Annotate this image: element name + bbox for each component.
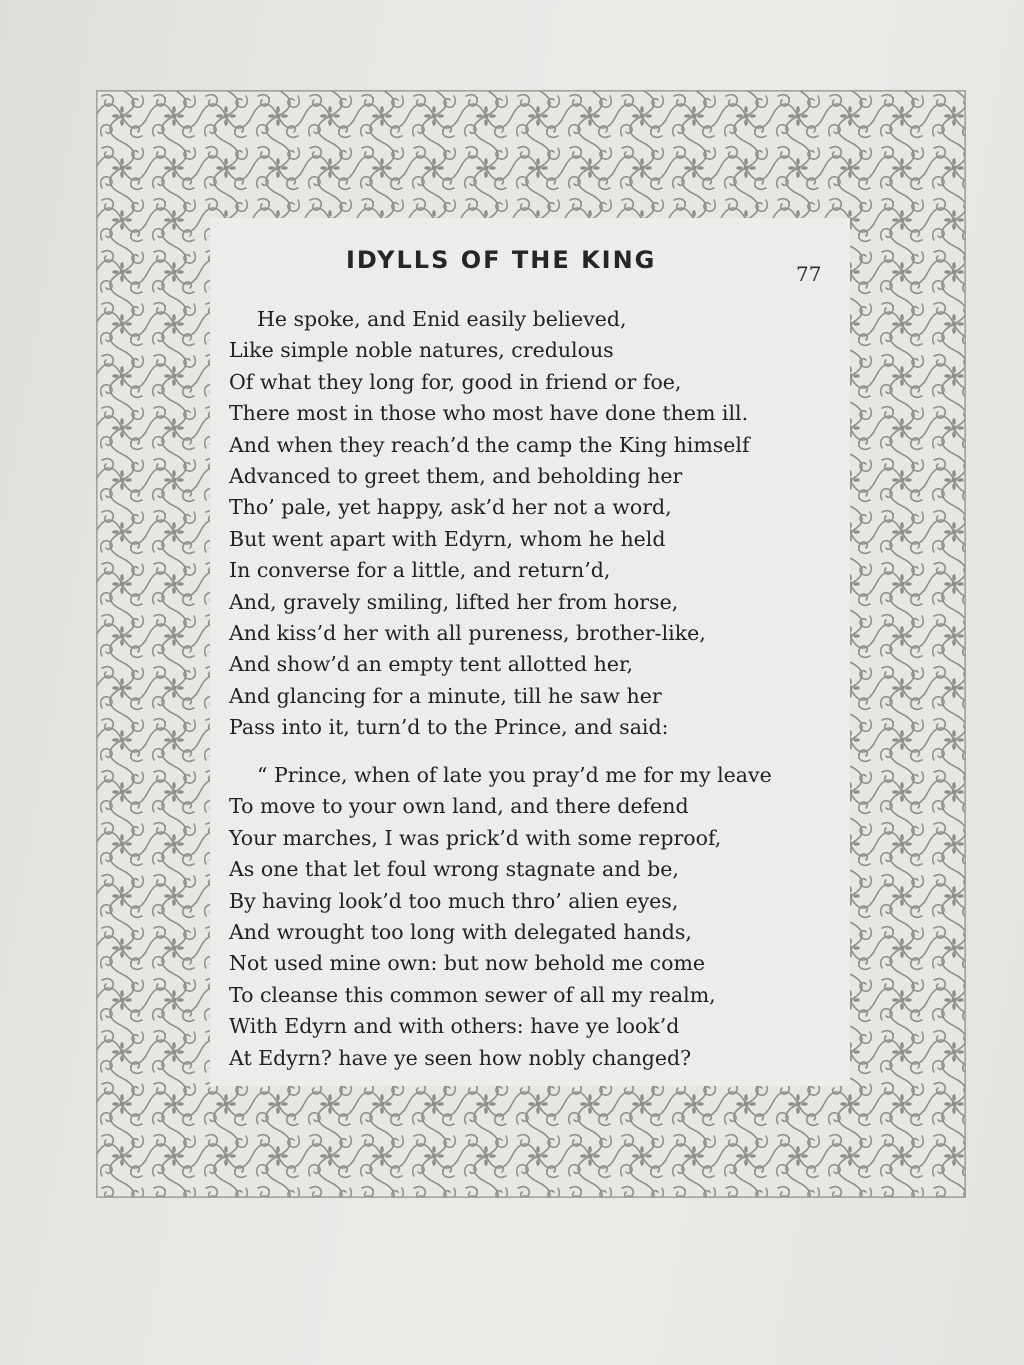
verse-line: And, gravely smiling, lifted her from horse, (229, 589, 679, 614)
verse-line: Pass into it, turn’d to the Prince, and said: (229, 715, 669, 740)
stanza (229, 760, 829, 1074)
verse-line: And kiss’d her with all pureness, brother-like, (229, 620, 706, 645)
verse-line: To cleanse this common sewer of all my realm, (229, 982, 716, 1007)
running-title: IDYLLS OF THE KING (346, 246, 657, 274)
page-number: 77 (796, 262, 822, 286)
verse-line: He spoke, and Enid easily believed, (257, 307, 627, 331)
verse-line: There most in those who most have done them ill. (229, 401, 749, 426)
verse-line: At Edyrn? have ye seen how nobly changed? (229, 1045, 692, 1070)
verse-line: But went apart with Edyrn, whom he held (229, 526, 666, 551)
verse-line: By having look’d too much thro’ alien eyes, (229, 888, 679, 913)
verse-line: Like simple noble natures, credulous (229, 338, 614, 363)
verse-line: Not used mine own: but now behold me come (229, 951, 706, 976)
verse-line: Your marches, I was prick’d with some reproof, (229, 825, 722, 850)
verse-line: Of what they long for, good in friend or foe, (229, 369, 682, 394)
verse-line: In converse for a little, and return’d, (229, 558, 611, 583)
stanza (229, 304, 829, 743)
verse-line: And when they reach’d the camp the King himself (229, 432, 750, 457)
verse-line: And show’d an empty tent allotted her, (229, 652, 634, 677)
verse-line: And glancing for a minute, till he saw her (229, 683, 662, 708)
verse-line: Tho’ pale, yet happy, ask’d her not a word, (229, 495, 672, 520)
verse-line: With Edyrn and with others: have ye look’d (229, 1014, 680, 1039)
verse-line: As one that let foul wrong stagnate and be, (229, 857, 679, 882)
verse-line: To move to your own land, and there defend (229, 794, 689, 819)
verse-line: “ Prince, when of late you pray’d me for my leave (257, 763, 772, 787)
verse-line: And wrought too long with delegated hands, (229, 919, 692, 944)
verse-line: Advanced to greet them, and beholding her (229, 463, 683, 488)
